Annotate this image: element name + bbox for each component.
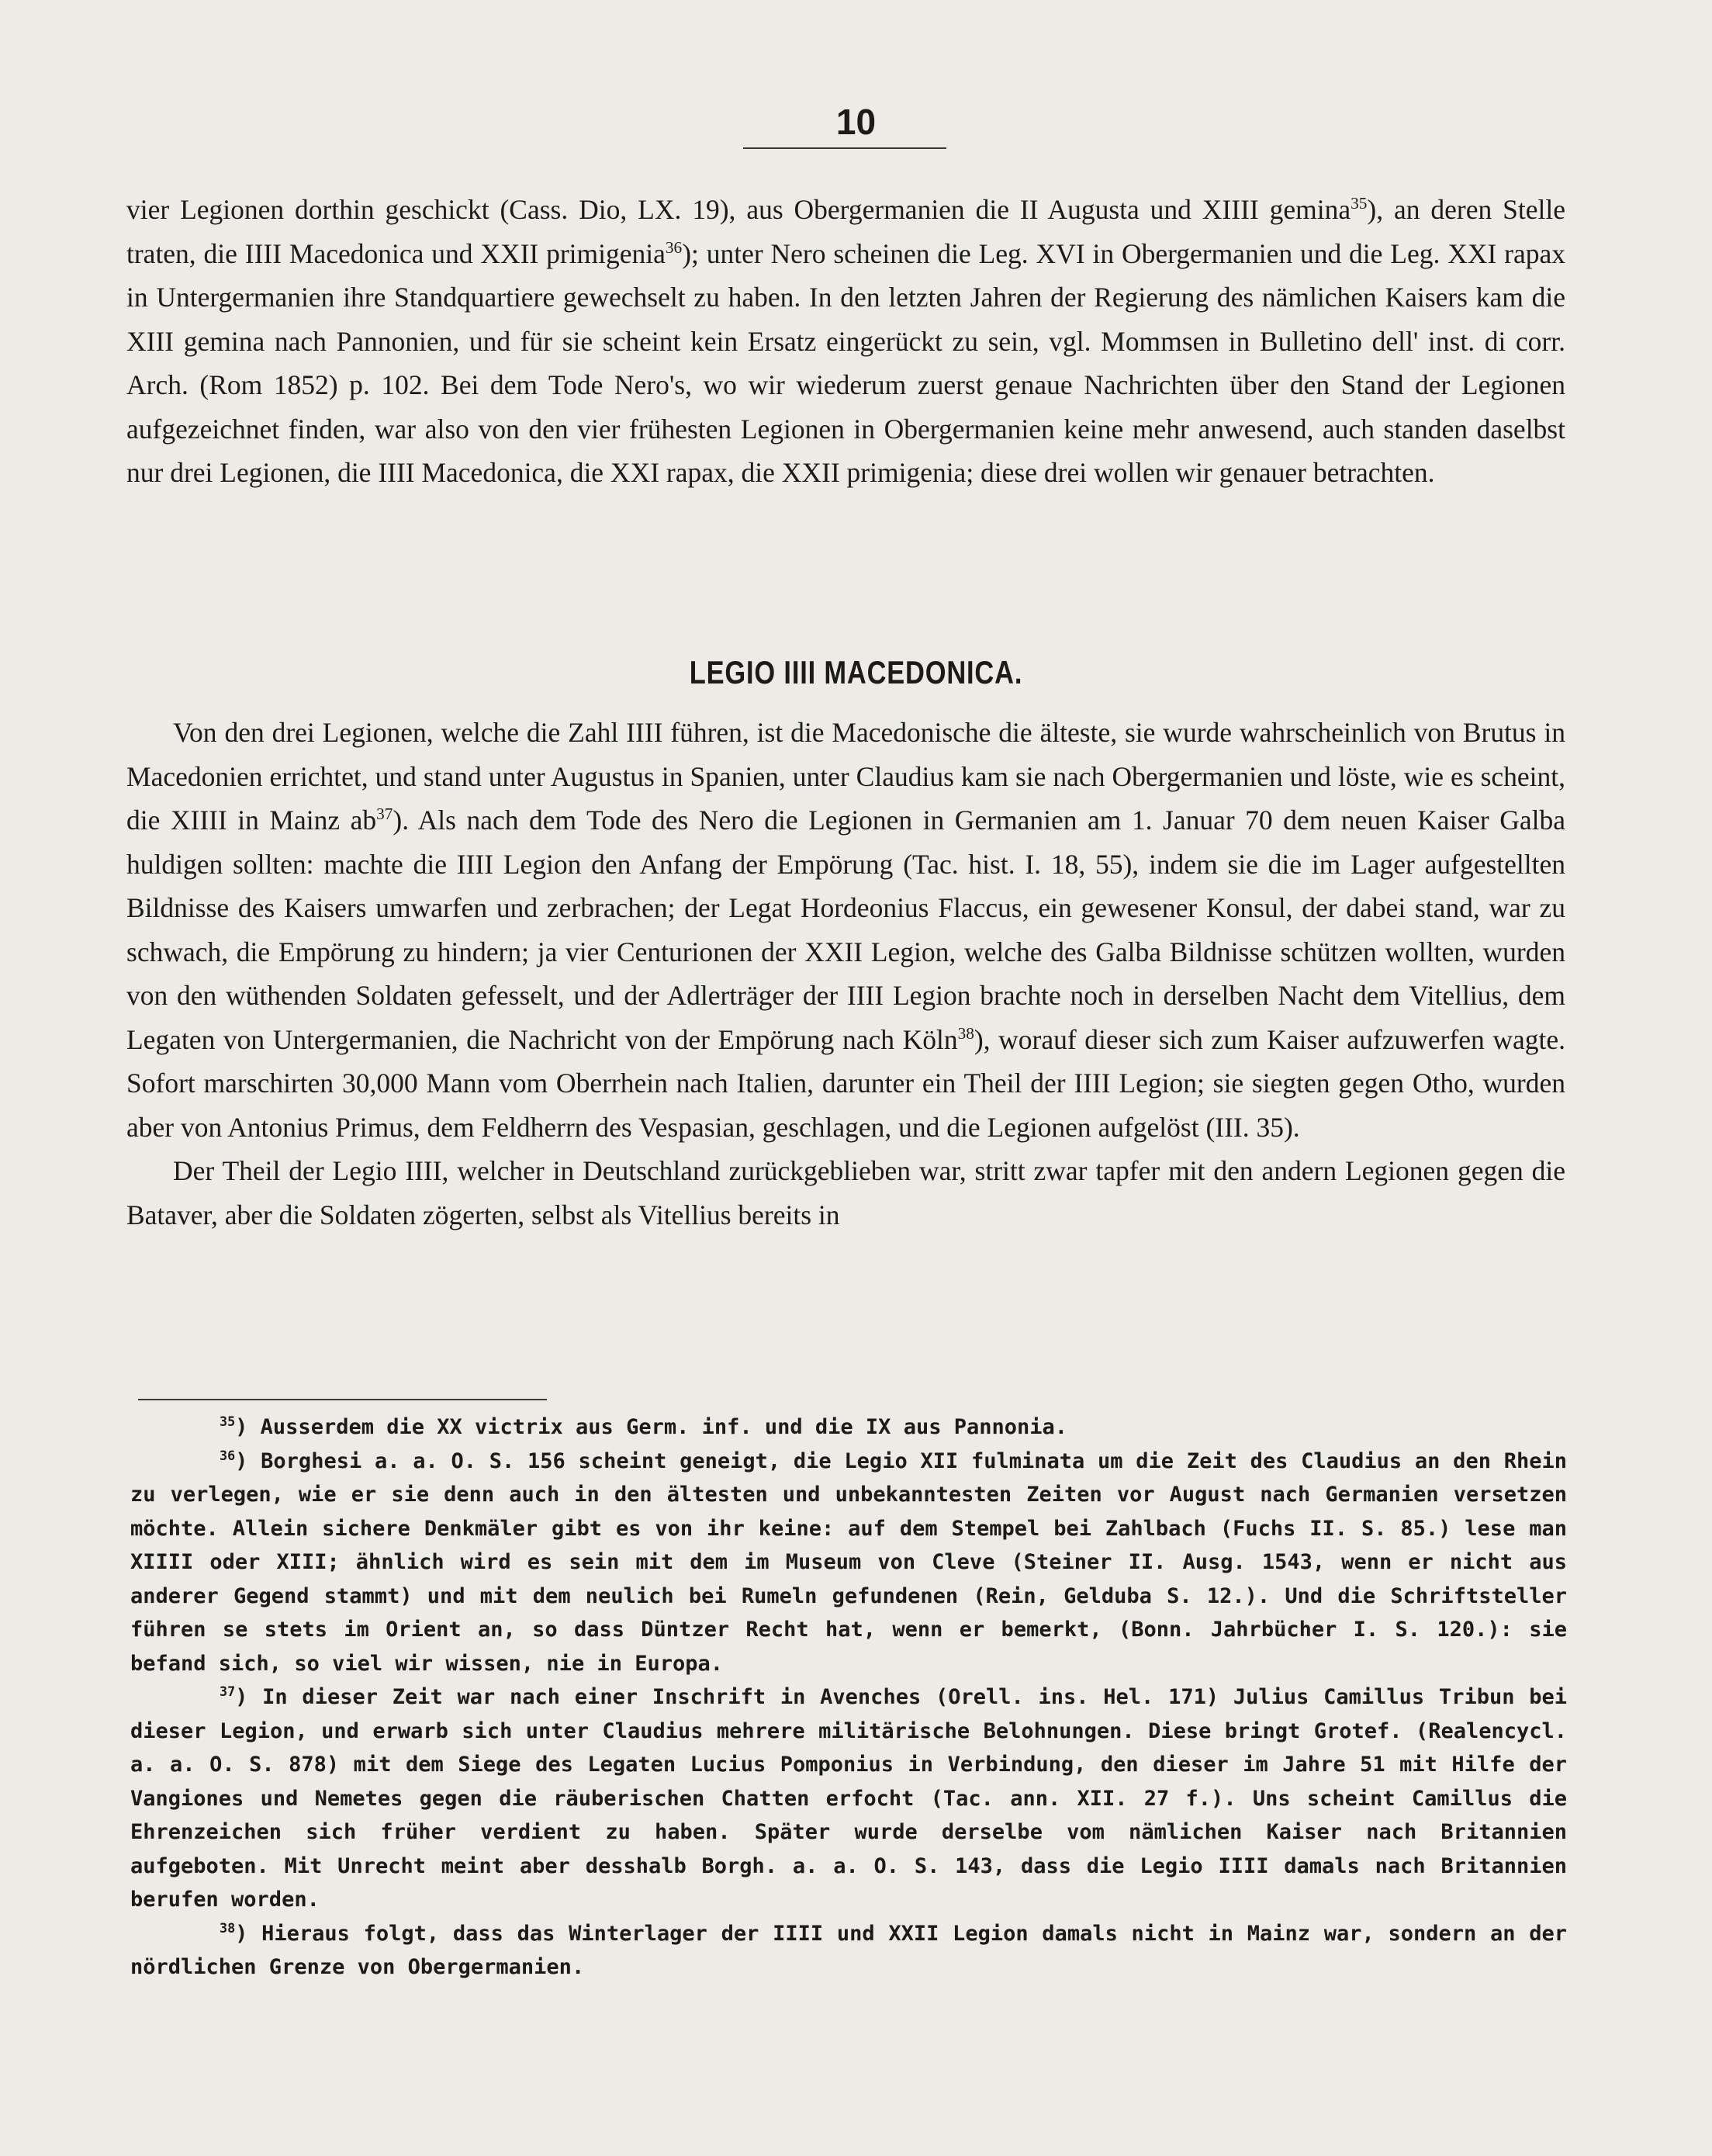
footnote-number: 35 [220,1414,236,1429]
main-text [126,711,1565,1237]
paragraph-text-part: Von den drei Legionen, welche die Zahl IIII führen, ist die Macedonische die älteste, sie wurde wahrscheinlich von Brutus in Macedonien errichtet, und stand unter Augustus in Spanien, unter Claudius kam sie nach Obergermanien und löste, wie es scheint, die XIIII in Mainz ab [126,717,1565,836]
footnote-ref-35[interactable]: 35 [1351,194,1368,213]
paragraph-text-part: ), worauf dieser sich zum Kaiser aufzuwerfen wagte. Sofort marschirten 30,000 Mann vom Oberrhein nach Italien, darunter ein Theil der IIII Legion; sie siegten gegen Otho, wurden aber von Antonius Primus, dem Feldherrn des Vespasian, geschlagen, und die Legionen aufgelöst (III. 35). [126,1023,1565,1143]
page-number: 10 [835,102,877,142]
paragraph-text-part: ). Als nach dem Tode des Nero die Legionen in Germanien am 1. Januar 70 dem neuen Kaiser Galba huldigen sollten: machte die IIII Legion den Anfang der Empörung (Tac. hist. I. 18, 55), indem sie die im Lager aufgestellten Bildnisse des Kaisers umwarfen und zerbrachen; der Legat Hordeonius Flaccus, ein gewesener Konsul, der dabei stand, war zu schwach, die Empörung zu hindern; ja vier Centurionen der XXII Legion, welche des Galba Bildnisse schützen wollten, wurden von den wüthenden Soldaten gefesselt, und der Adlerträger der IIII Legion brachte noch in derselben Nacht dem Vitellius, dem Legaten von Untergermanien, die Nachricht von der Empörung nach Köln [126,805,1565,1055]
footnote-number: 36 [220,1447,236,1463]
footnote-text: ) In dieser Zeit war nach einer Inschrift in Avenches (Orell. ins. Hel. 171) Julius Camillus Tribun bei dieser Legion, und erwarb sich unter Claudius mehrere militärische Belohnungen. Diese bringt Grotef. (Realencycl. a. a. O. S. 878) mit dem Siege des Legaten Lucius Pomponius in Verbindung, den dieser im Jahre 51 mit Hilfe der Vangiones und Nemetes gegen die räuberischen Chatten erfocht (Tac. ann. XII. 27 f.). Uns scheint Camillus die Ehrenzeichen sich früher verdient zu haben. Später wurde derselbe vom nämlichen Kaiser nach Britannien aufgeboten. Mit Unrecht meint aber desshalb Borgh. a. a. O. S. 143, dass die Legio IIII damals nach Britannien berufen worden. [130,1685,1567,1912]
footnote-text: ) Ausserdem die XX victrix aus Germ. inf. und die IX aus Pannonia. [235,1415,1068,1439]
footnote-ref-36[interactable]: 36 [665,237,683,257]
main-paragraph-2: Der Theil der Legio IIII, welcher in Deutschland zurückgeblieben war, stritt zwar tapfer mit den andern Legionen gegen die Bataver, aber die Soldaten zögerten, selbst als Vitellius bereits in [126,1155,1565,1230]
footnote-number: 37 [220,1684,236,1699]
section-title: LEGIO IIII MACEDONICA. [689,654,1023,690]
page-number-rule [743,147,946,149]
footnote-rule [138,1399,547,1400]
footnote-ref-38[interactable]: 38 [957,1023,974,1043]
intro-text-part: ); unter Nero scheinen die Leg. XVI in Obergermanien und die Leg. XXI rapax in Untergermanien ihre Standquartiere gewechselt zu haben. In den letzten Jahren der Regierung des nämlichen Kaisers kam die XIII gemina nach Pannonien, und für sie scheint kein Ersatz eingerückt zu sein, vgl. Mommsen in Bulletino dell' inst. di corr. Arch. (Rom 1852) p. 102. Bei dem Tode Nero's, wo wir wiederum zuerst genaue Nachrichten über den Stand der Legionen aufgezeichnet finden, war also von den vier frühesten Legionen in Obergermanien keine mehr anwesend, auch standen daselbst nur drei Legionen, die IIII Macedonica, die XXI rapax, die XXII primigenia; diese drei wollen wir genauer betrachten. [126,237,1565,488]
intro-text [126,188,1565,495]
intro-text-part: vier Legionen dorthin geschickt (Cass. Dio, LX. 19), aus Obergermanien die II Augusta und XIIII gemina [126,194,1351,225]
footnote-37 [130,1680,1567,1917]
intro-text-part: ), an deren Stelle traten, die IIII Macedonica und XXII primigenia [126,194,1565,269]
footnote-ref-37[interactable]: 37 [376,805,393,824]
intro-paragraph [126,188,1565,495]
footnote-text: ) Hieraus folgt, dass das Winterlager der IIII und XXII Legion damals nicht in Mainz war, sondern an der nördlichen Grenze von Obergermanien. [130,1921,1567,1979]
main-paragraph-1 [126,711,1565,1149]
footnote-36 [130,1445,1567,1681]
footnote-38 [130,1917,1567,1985]
footnote-text: ) Borghesi a. a. O. S. 156 scheint geneigt, die Legio XII fulminata um die Zeit des Claudius an den Rhein zu verlegen, wie er sie denn auch in den ältesten und unbekanntesten Zeiten vor August nach Germanien versetzen möchte. Allein sichere Denkmäler gibt es von ihr keine: auf dem Stempel bei Zahlbach (Fuchs II. S. 85.) lese man XIIII oder XIII; ähnlich wird es sein mit dem im Museum von Cleve (Steiner II. Ausg. 1543, wenn er nicht aus anderer Gegend stammt) und mit dem neulich bei Rumeln gefundenen (Rein, Gelduba S. 12.). Und die Schriftsteller führen se stets im Orient an, so dass Düntzer Recht hat, wenn er bemerkt, (Bonn. Jahrbücher I. S. 120.): sie befand sich, so viel wir wissen, nie in Europa. [130,1448,1567,1676]
footnote-35 [130,1410,1567,1445]
footnote-number: 38 [220,1919,236,1936]
footnotes [130,1410,1567,1985]
